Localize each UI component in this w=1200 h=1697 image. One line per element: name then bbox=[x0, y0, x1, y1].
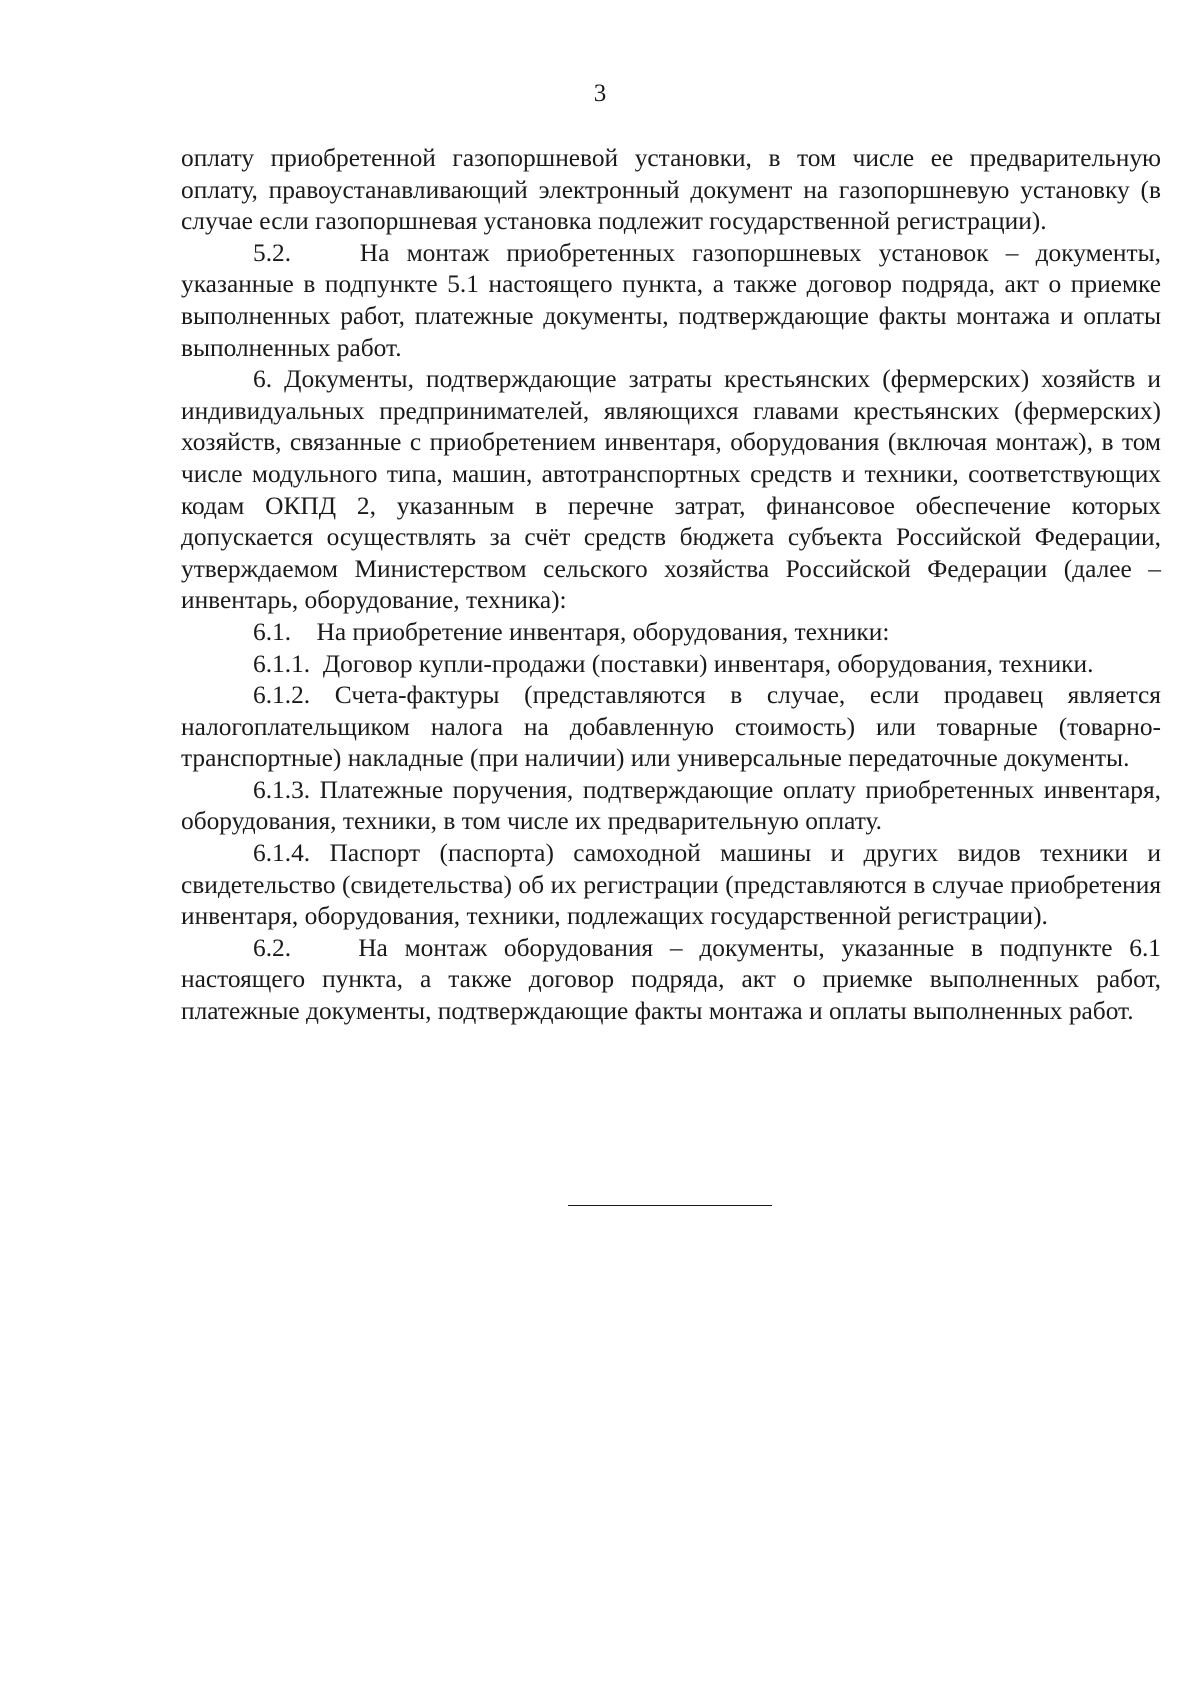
paragraph-6-1-2: 6.1.2. Счета-фактуры (представляются в случае, если продавец является налогоплательщиком налога на добавленную стоимость) или товарные (товарно-транспортные) накладные (при наличии) или универсальные передаточные документы. bbox=[181, 681, 1161, 773]
paragraph-6-2: 6.2. На монтаж оборудования – документы, указанные в подпункте 6.1 настоящего пункта, а также договор подряда, акт о приемке выполненных работ, платежные документы, подтверждающие факты монтажа и оплаты выполненных работ. bbox=[181, 933, 1168, 1026]
paragraph-6-1-3: 6.1.3. Платежные поручения, подтверждающие оплату приобретенных инвентаря, оборудования, техники, в том числе их предварительную оплату. bbox=[181, 775, 1161, 836]
paragraph-6-1-4: 6.1.4. Паспорт (паспорта) самоходной машины и других видов техники и свидетельство (свидетельства) об их регистрации (представляются в случае приобретения инвентаря, оборудования, техники, подлежащих государственной регистрации). bbox=[181, 839, 1161, 931]
document-body bbox=[181, 143, 1168, 1028]
paragraph-6-1: 6.1. На приобретение инвентаря, оборудования, техники: bbox=[253, 617, 890, 646]
paragraph-5-1-continuation: оплату приобретенной газопоршневой установки, в том числе ее предварительную оплату, правоустанавливающий электронный документ на газопоршневую установку (в случае если газопоршневая установка подлежит государственной регистрации). bbox=[181, 144, 1161, 236]
paragraph-5-2: 5.2. На монтаж приобретенных газопоршневых установок – документы, указанные в подпункте 5.1 настоящего пункта, а также договор подряда, акт о приемке выполненных работ, платежные документы, подтверждающие факты монтажа и оплаты выполненных работ. bbox=[181, 238, 1168, 362]
paragraph-6: 6. Документы, подтверждающие затраты крестьянских (фермерских) хозяйств и индивидуальных предпринимателей, являющихся главами крестьянских (фермерских) хозяйств, связанные с приобретением инвентаря, оборудования (включая монтаж), в том числе модульного типа, машин, автотранспортных средств и техники, соответствующих кодам ОКПД 2, указанным в перечне затрат, финансовое обеспечение которых допускается осуществлять за счёт средств бюджета субъекта Российской Федерации, утверждаемом Министерством сельского хозяйства Российской Федерации (далее – инвентарь, оборудование, техника): bbox=[181, 365, 1161, 615]
paragraph-6-1-1: 6.1.1. Договор купли-продажи (поставки) инвентаря, оборудования, техники. bbox=[253, 649, 1094, 678]
page-number: 3 bbox=[593, 80, 607, 107]
end-of-document-rule bbox=[568, 1205, 772, 1206]
